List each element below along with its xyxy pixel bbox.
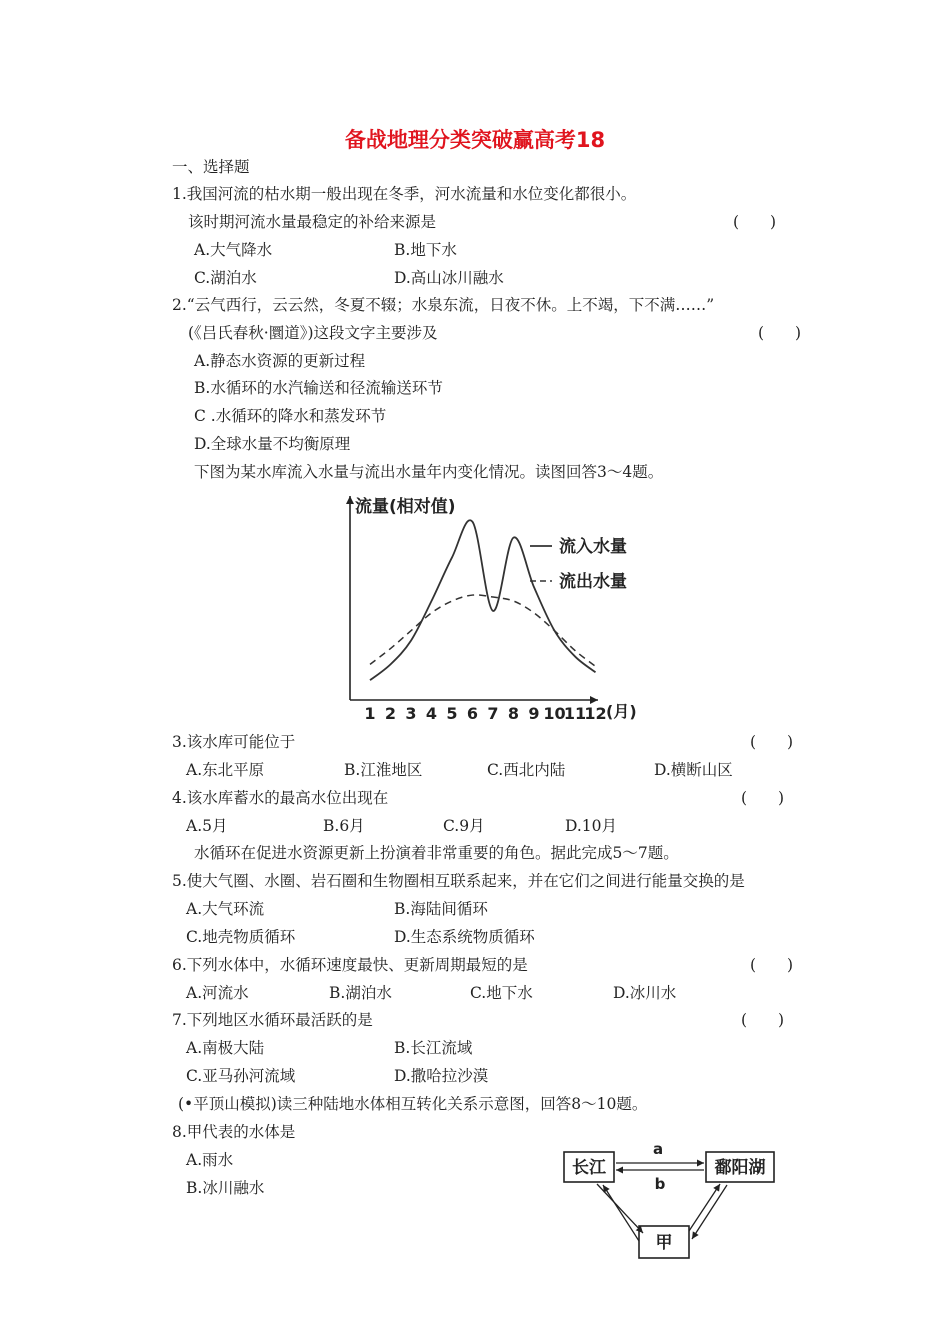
q2-option-a[interactable]: A.静态水资源的更新过程 bbox=[194, 352, 366, 370]
x-axis-label: (月) bbox=[606, 702, 637, 721]
q7-option-d[interactable]: D.撒哈拉沙漠 bbox=[394, 1067, 489, 1085]
q5-7-intro: 水循环在促进水资源更新上扮演着非常重要的角色。据此完成5～7题。 bbox=[194, 844, 679, 862]
y-axis-label: 流量(相对值) bbox=[355, 497, 456, 517]
x-tick-label: 9 bbox=[528, 704, 540, 723]
q6-option-b[interactable]: B.湖泊水 bbox=[329, 984, 392, 1002]
q2-stem-cont: (《吕氏春秋·圜道》)这段文字主要涉及 bbox=[188, 324, 438, 342]
q3-option-d[interactable]: D.横断山区 bbox=[654, 761, 733, 779]
q5-option-d[interactable]: D.生态系统物质循环 bbox=[394, 928, 535, 946]
q5-option-c[interactable]: C.地壳物质循环 bbox=[186, 928, 296, 946]
q4-answer-blank[interactable]: ( ) bbox=[741, 789, 785, 807]
q7-option-a[interactable]: A.南极大陆 bbox=[186, 1039, 265, 1057]
q3-option-c[interactable]: C.西北内陆 bbox=[487, 761, 566, 779]
q8-option-b[interactable]: B.冰川融水 bbox=[186, 1179, 265, 1197]
q8-10-intro: (•平顶山模拟)读三种陆地水体相互转化关系示意图，回答8～10题。 bbox=[178, 1095, 648, 1113]
q6-option-a[interactable]: A.河流水 bbox=[186, 984, 249, 1002]
q3-option-b[interactable]: B.江淮地区 bbox=[344, 761, 423, 779]
x-tick-label: 11 bbox=[563, 704, 587, 723]
series-line-outflow bbox=[370, 595, 596, 666]
q4-stem: 4.该水库蓄水的最高水位出现在 bbox=[172, 789, 389, 807]
q3-answer-blank[interactable]: ( ) bbox=[750, 733, 794, 751]
edge-b-label: b bbox=[654, 1175, 666, 1193]
q5-option-b[interactable]: B.海陆间循环 bbox=[394, 900, 488, 918]
x-tick-label: 1 bbox=[364, 704, 376, 723]
x-tick-label: 7 bbox=[487, 704, 499, 723]
q1-answer-blank[interactable]: ( ) bbox=[733, 213, 777, 231]
q4-option-a[interactable]: A.5月 bbox=[186, 817, 228, 835]
q1-option-b[interactable]: B.地下水 bbox=[394, 241, 457, 259]
q1-option-d[interactable]: D.高山冰川融水 bbox=[394, 269, 504, 287]
q6-option-c[interactable]: C.地下水 bbox=[470, 984, 533, 1002]
q2-stem: 2.“云气西行，云云然，冬夏不辍；水泉东流，日夜不休。上不竭，下不满……” bbox=[172, 296, 715, 314]
section-heading: 一、选择题 bbox=[172, 158, 250, 176]
q2-option-d[interactable]: D.全球水量不均衡原理 bbox=[194, 435, 351, 453]
q2-option-b[interactable]: B.水循环的水汽输送和径流输送环节 bbox=[194, 379, 443, 397]
edge-yangtze-to-jia bbox=[597, 1184, 643, 1233]
q4-option-b[interactable]: B.6月 bbox=[323, 817, 365, 835]
x-tick-label: 3 bbox=[405, 704, 417, 723]
q5-option-a[interactable]: A.大气环流 bbox=[186, 900, 265, 918]
q6-answer-blank[interactable]: ( ) bbox=[750, 956, 794, 974]
q1-option-a[interactable]: A.大气降水 bbox=[194, 241, 273, 259]
legend-label-inflow: 流入水量 bbox=[559, 537, 627, 557]
q8-option-a[interactable]: A.雨水 bbox=[186, 1151, 234, 1169]
x-tick-label: 8 bbox=[507, 704, 520, 723]
q6-option-d[interactable]: D.冰川水 bbox=[613, 984, 677, 1002]
q1-stem-cont: 该时期河流水量最稳定的补给来源是 bbox=[188, 213, 437, 231]
edge-a-label: a bbox=[652, 1140, 664, 1158]
q7-answer-blank[interactable]: ( ) bbox=[741, 1011, 785, 1029]
q4-option-d[interactable]: D.10月 bbox=[565, 817, 618, 835]
x-tick-label: 2 bbox=[384, 704, 397, 723]
node-yangtze-label: 长江 bbox=[572, 1158, 606, 1178]
node-jia-label: 甲 bbox=[655, 1233, 673, 1253]
q5-stem: 5.使大气圈、水圈、岩石圈和生物圈相互联系起来，并在它们之间进行能量交换的是 bbox=[172, 872, 745, 890]
q4-option-c[interactable]: C.9月 bbox=[443, 817, 485, 835]
edge-jia-to-lake bbox=[689, 1184, 720, 1231]
water-body-diagram bbox=[555, 1135, 785, 1265]
flow-chart bbox=[330, 488, 660, 728]
q1-option-c[interactable]: C.湖泊水 bbox=[194, 269, 257, 287]
edge-lake-to-jia bbox=[692, 1185, 727, 1239]
x-tick-label: 10 bbox=[543, 704, 566, 723]
q7-option-b[interactable]: B.长江流域 bbox=[394, 1039, 473, 1057]
x-tick-label: 6 bbox=[466, 704, 479, 723]
q2-option-c[interactable]: C .水循环的降水和蒸发环节 bbox=[194, 407, 387, 425]
q1-stem: 1.我国河流的枯水期一般出现在冬季，河水流量和水位变化都很小。 bbox=[172, 185, 637, 203]
q8-stem: 8.甲代表的水体是 bbox=[172, 1123, 296, 1141]
q2-answer-blank[interactable]: ( ) bbox=[758, 324, 802, 342]
node-poyang-lake-label: 鄱阳湖 bbox=[714, 1158, 766, 1178]
q7-option-c[interactable]: C.亚马孙河流域 bbox=[186, 1067, 296, 1085]
q3-stem: 3.该水库可能位于 bbox=[172, 733, 296, 751]
q7-stem: 7.下列地区水循环最活跃的是 bbox=[172, 1011, 373, 1029]
q3-option-a[interactable]: A.东北平原 bbox=[186, 761, 265, 779]
q6-stem: 6.下列水体中，水循环速度最快、更新周期最短的是 bbox=[172, 956, 528, 974]
x-tick-label: 4 bbox=[425, 704, 438, 723]
x-tick-label: 5 bbox=[446, 704, 458, 723]
x-tick-label: 12 bbox=[584, 704, 607, 723]
legend-label-outflow: 流出水量 bbox=[559, 572, 627, 592]
page-title: 备战地理分类突破赢高考18 bbox=[344, 128, 606, 152]
edge-jia-to-yangtze bbox=[603, 1185, 639, 1241]
q3-4-intro: 下图为某水库流入水量与流出水量年内变化情况。读图回答3～4题。 bbox=[194, 463, 664, 481]
